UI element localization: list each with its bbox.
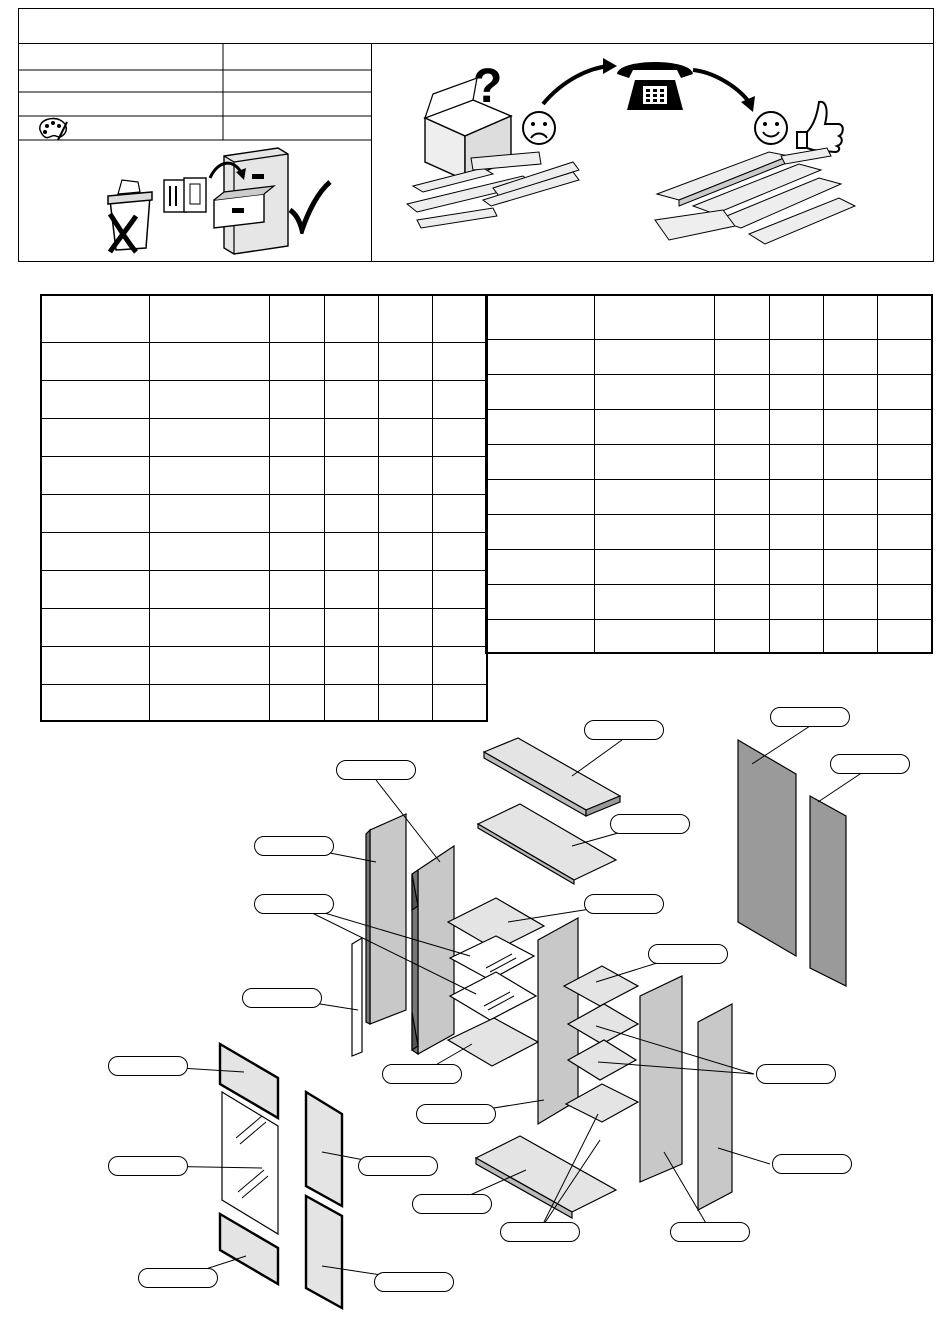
table-row xyxy=(41,457,487,495)
filing-cabinet-icon xyxy=(208,140,298,260)
callout-label xyxy=(374,1272,454,1292)
callout-label xyxy=(358,1156,438,1176)
documents-icon xyxy=(162,176,208,220)
table-row xyxy=(486,619,932,653)
callout-label xyxy=(336,760,416,780)
table-row xyxy=(41,343,487,381)
table-row xyxy=(486,339,932,374)
parts-table-right xyxy=(485,294,933,654)
callout-label xyxy=(138,1268,218,1288)
callout-label xyxy=(584,894,664,914)
callout-label xyxy=(756,1064,836,1084)
callout-label xyxy=(670,1222,750,1242)
callout-label xyxy=(254,836,334,856)
support-illustration xyxy=(373,44,933,262)
callout-label xyxy=(770,707,850,727)
sad-face-icon xyxy=(523,112,555,144)
header-title-bar xyxy=(18,8,934,44)
info-panel xyxy=(18,44,372,262)
question-mark-icon: ? xyxy=(473,60,503,113)
exploded-assembly-diagram xyxy=(0,700,950,1330)
thumbs-up-icon xyxy=(797,102,843,152)
table-row xyxy=(486,444,932,479)
cross-mark-icon xyxy=(106,210,142,256)
table-header-row xyxy=(41,295,487,343)
callout-label xyxy=(108,1156,188,1176)
callout-label xyxy=(412,1194,492,1214)
table-row xyxy=(41,608,487,646)
table-row xyxy=(486,479,932,514)
callout-label xyxy=(830,754,910,774)
table-row xyxy=(41,494,487,532)
callout-label xyxy=(108,1056,188,1076)
table-row xyxy=(486,584,932,619)
table-row xyxy=(41,646,487,684)
table-row xyxy=(486,514,932,549)
table-row xyxy=(486,549,932,584)
check-mark-icon xyxy=(286,178,334,234)
callout-label xyxy=(242,988,322,1008)
callout-label xyxy=(584,720,664,740)
table-row xyxy=(486,374,932,409)
support-diagram xyxy=(373,44,933,262)
parts-table-left xyxy=(40,294,488,722)
callout-label xyxy=(772,1154,852,1174)
callout-label xyxy=(254,894,334,914)
telephone-icon xyxy=(617,62,693,110)
table-row xyxy=(41,532,487,570)
callout-label xyxy=(416,1104,496,1124)
table-row xyxy=(41,570,487,608)
callout-label xyxy=(648,944,728,964)
callout-label xyxy=(610,814,690,834)
palette-icon xyxy=(36,114,70,142)
callout-label xyxy=(500,1222,580,1242)
callout-label xyxy=(382,1064,462,1084)
table-header-row xyxy=(486,295,932,339)
happy-face-icon xyxy=(755,112,787,144)
table-row xyxy=(41,419,487,457)
table-row xyxy=(41,381,487,419)
table-row xyxy=(486,409,932,444)
